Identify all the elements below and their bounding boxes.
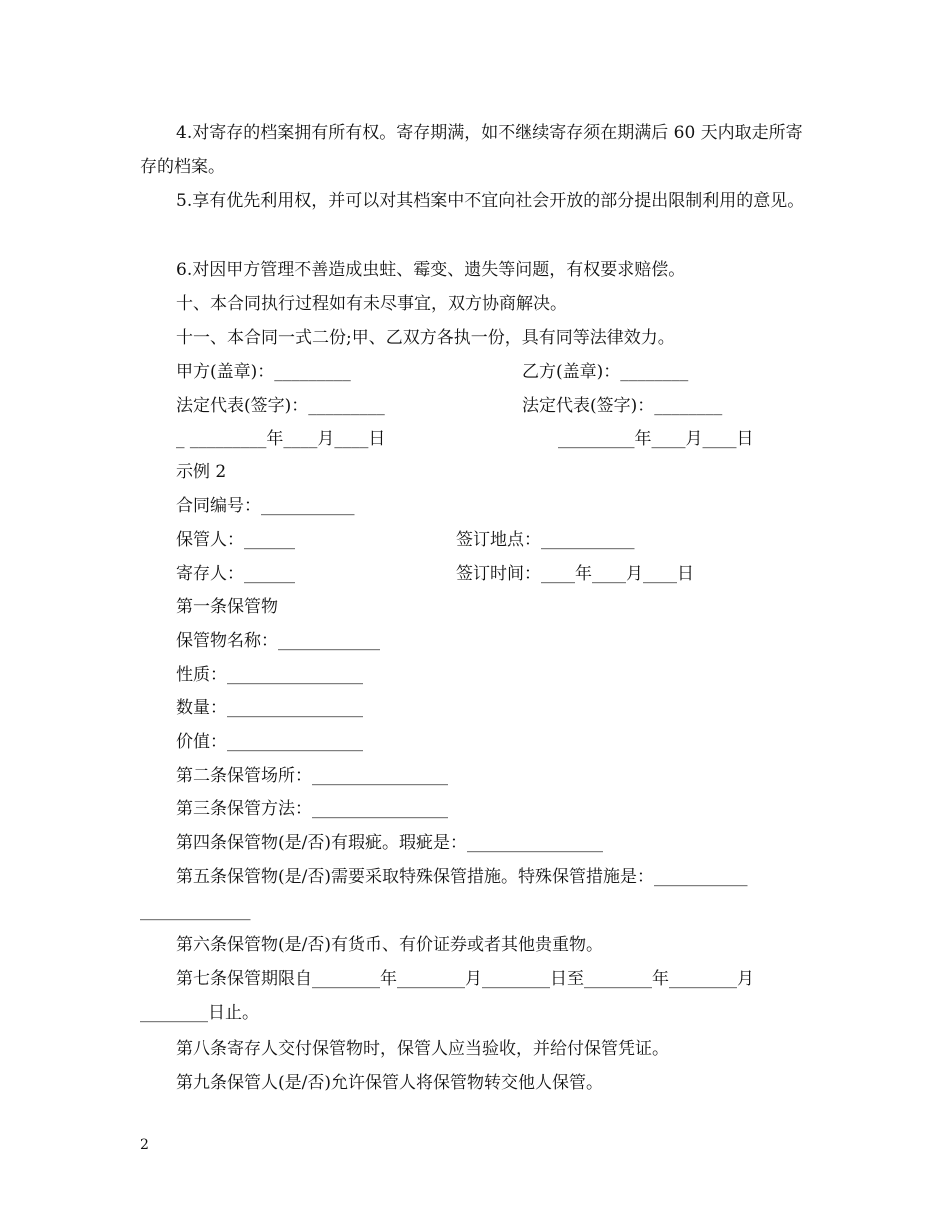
article-9: 第九条保管人(是/否)允许保管人将保管物转交他人保管。 bbox=[176, 1073, 603, 1093]
party-b-date: _________年____月____日 bbox=[558, 429, 754, 449]
paragraph-item-5: 5.享有优先利用权，并可以对其档案中不宜向社会开放的部分提出限制利用的意见。 bbox=[176, 191, 805, 211]
depositor-field: 寄存人：______ bbox=[176, 564, 295, 584]
clause-eleven: 十一、本合同一式二份;甲、乙双方各执一份，具有同等法律效力。 bbox=[176, 328, 675, 348]
page-number: 2 bbox=[140, 1137, 149, 1153]
quantity-field: 数量：________________ bbox=[176, 698, 363, 718]
contract-number: 合同编号：___________ bbox=[176, 496, 355, 516]
article-4: 第四条保管物(是/否)有瑕疵。瑕疵是：________________ bbox=[176, 833, 603, 853]
paragraph-item-6: 6.对因甲方管理不善造成虫蛀、霉变、遗失等问题，有权要求赔偿。 bbox=[176, 260, 686, 280]
party-a-representative: 法定代表(签字)：_________ bbox=[176, 396, 385, 416]
clause-ten: 十、本合同执行过程如有未尽事宜，双方协商解决。 bbox=[176, 294, 567, 314]
article-7-line-2: ________日止。 bbox=[140, 1003, 259, 1023]
article-7-line-1: 第七条保管期限自________年________月________日至________年________月 bbox=[176, 969, 754, 989]
paragraph-item-4: 4.对寄存的档案拥有所有权。寄存期满，如不继续寄存须在期满后 60 天内取走所寄存的档案。 bbox=[140, 123, 803, 177]
article-2: 第二条保管场所：________________ bbox=[176, 766, 448, 786]
sign-place-field: 签订地点：___________ bbox=[456, 530, 635, 550]
party-a-seal: 甲方(盖章)：_________ bbox=[176, 362, 351, 382]
item-name-field: 保管物名称：____________ bbox=[176, 631, 380, 651]
article-8: 第八条寄存人交付保管物时，保管人应当验收，并给付保管凭证。 bbox=[176, 1039, 669, 1059]
sign-time-field: 签订时间：____年____月____日 bbox=[456, 564, 694, 584]
nature-field: 性质：________________ bbox=[176, 665, 363, 685]
party-a-date: _ _________年____月____日 bbox=[176, 429, 386, 449]
custodian-field: 保管人：______ bbox=[176, 530, 295, 550]
party-b-representative: 法定代表(签字)：________ bbox=[522, 396, 723, 416]
value-field: 价值：________________ bbox=[176, 732, 363, 752]
article-5-line-2: _____________ bbox=[140, 901, 251, 921]
article-6: 第六条保管物(是/否)有货币、有价证券或者其他贵重物。 bbox=[176, 935, 603, 955]
article-5-line-1: 第五条保管物(是/否)需要采取特殊保管措施。特殊保管措施是：___________ bbox=[176, 867, 748, 887]
party-b-seal: 乙方(盖章)：________ bbox=[522, 362, 689, 382]
article-3: 第三条保管方法：________________ bbox=[176, 799, 448, 819]
article-1-title: 第一条保管物 bbox=[176, 597, 278, 617]
example-heading: 示例 2 bbox=[176, 462, 227, 482]
